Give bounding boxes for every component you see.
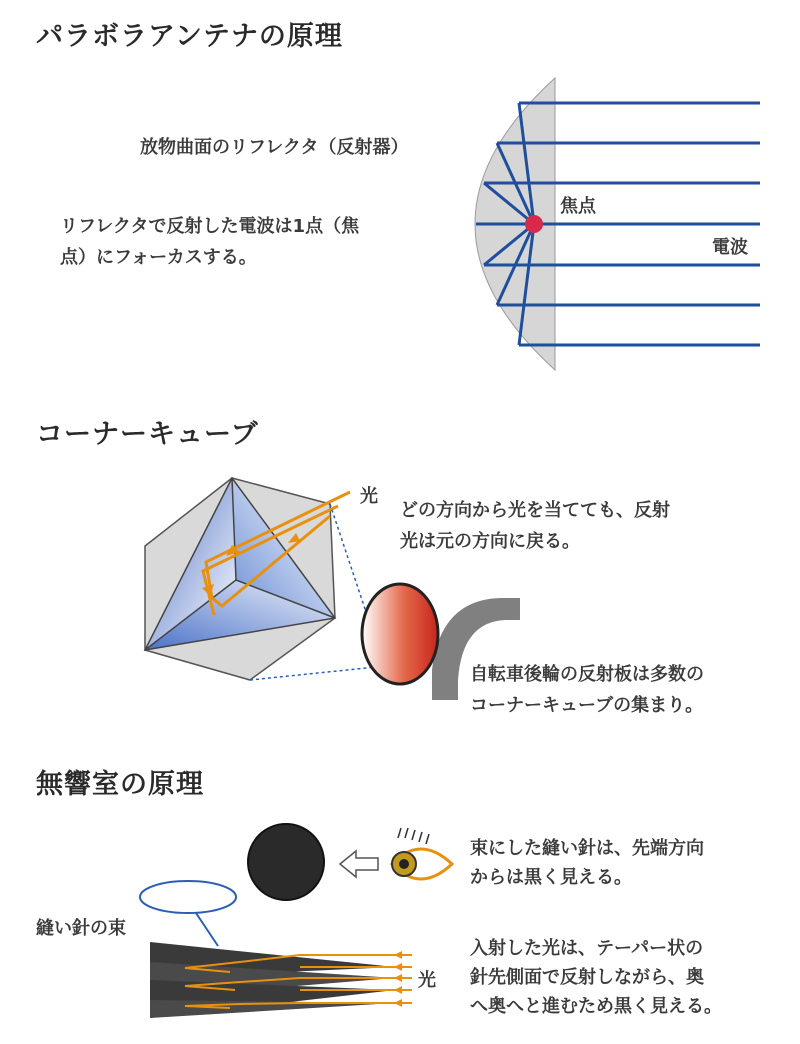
- corner-cube-light-label: 光: [360, 486, 378, 507]
- black-disc: [248, 824, 324, 900]
- focus-label: 焦点: [560, 196, 596, 217]
- anechoic-description2-line1: 入射した光は、テーパー状の: [470, 938, 704, 959]
- focal-point: [525, 215, 543, 233]
- anechoic-description2-line3: へ奥へと進むため黒く見える。: [470, 996, 722, 1017]
- anechoic-description1-line2: からは黒く見える。: [470, 867, 632, 888]
- anechoic-description1-line1: 束にした縫い針は、先端方向: [470, 838, 704, 859]
- anechoic-light-label: 光: [418, 970, 436, 991]
- parabola-description-line1: リフレクタで反射した電波は1点（焦: [60, 216, 360, 237]
- parabola-title: パラボラアンテナの原理: [36, 21, 343, 52]
- bicycle-reflector: [362, 584, 438, 684]
- corner-cube-description-line1: どの方向から光を当てても、反射: [400, 500, 670, 521]
- zoom-connector: [196, 913, 218, 946]
- wave-label: 電波: [712, 237, 748, 258]
- bicycle-reflector-line2: コーナーキューブの集まり。: [470, 695, 704, 716]
- anechoic-title: 無響室の原理: [36, 769, 204, 800]
- needle-bundle: [38, 830, 238, 906]
- reflector-label: 放物曲面のリフレクタ（反射器）: [140, 137, 409, 158]
- needle-bundle-label: 縫い針の束: [36, 918, 126, 939]
- eye-icon: [392, 828, 452, 879]
- parabolic-antenna-diagram: [475, 78, 760, 370]
- anechoic-description2-line2: 針先側面で反射しながら、奥: [470, 967, 704, 988]
- hollow-arrow-icon: [340, 851, 378, 877]
- corner-cube-title: コーナーキューブ: [36, 419, 259, 450]
- corner-cube-description-line2: 光は元の方向に戻る。: [400, 531, 580, 552]
- bicycle-reflector-line1: 自転車後輪の反射板は多数の: [470, 664, 704, 685]
- needle-lines: [38, 832, 238, 904]
- parabola-description-line2: 点）にフォーカスする。: [60, 247, 257, 268]
